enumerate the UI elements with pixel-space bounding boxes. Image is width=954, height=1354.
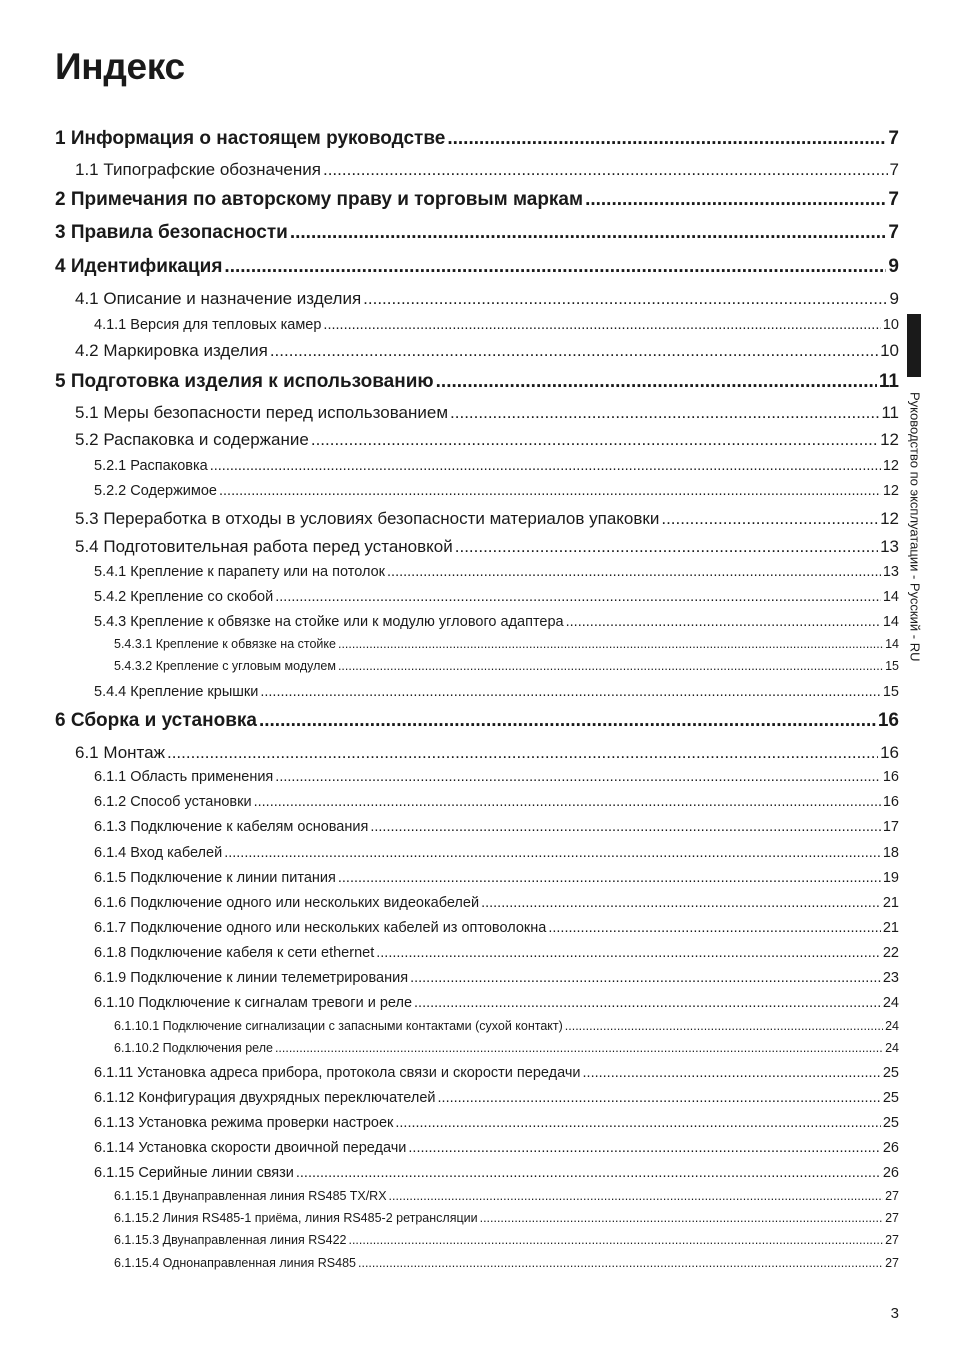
toc-entry-level-4[interactable] [114,637,899,651]
toc-entry-level-3[interactable] [94,1065,899,1081]
toc-entry-page: 12 [882,483,899,499]
toc-entry-title: 5.4.4 Крепление крышки [94,684,259,700]
toc-entry-title: 3 Правила безопасности [55,222,288,243]
side-tab-marker [907,314,921,377]
dot-leader [219,483,881,499]
dot-leader [311,430,878,450]
toc-entry-title: 6.1.3 Подключение к кабелям основания [94,819,369,835]
toc-entry-title: 6.1.15.4 Однонаправленная линия RS485 [114,1256,356,1270]
toc-entry-level-3[interactable] [94,945,899,961]
toc-entry-page: 12 [880,430,899,449]
toc-entry-page: 16 [877,710,899,731]
toc-entry-level-3[interactable] [94,483,899,499]
toc-entry-level-2[interactable] [75,509,899,529]
toc-entry-title: 1 Информация о настоящем руководстве [55,128,446,149]
toc-entry-title: 6.1.9 Подключение к линии телеметрирования [94,970,409,986]
toc-entry-level-1[interactable] [55,189,899,211]
toc-entry-level-2[interactable] [75,403,899,423]
dot-leader [450,403,879,423]
toc-entry-level-4[interactable] [114,1233,899,1247]
toc-entry-page: 22 [882,945,899,961]
toc-entry-title: 6.1.12 Конфигурация двухрядных переключателей [94,1090,436,1106]
dot-leader [376,945,881,961]
toc-entry-level-2[interactable] [75,537,899,557]
toc-entry-page: 13 [882,564,899,580]
dot-leader [358,1256,883,1270]
dot-leader [389,1189,884,1203]
toc-entry-level-2[interactable] [75,743,899,763]
dot-leader [481,895,881,911]
toc-entry-page: 27 [885,1233,899,1247]
toc-entry-level-3[interactable] [94,870,899,886]
toc-entry-page: 26 [882,1165,899,1181]
dot-leader [338,659,883,673]
dot-leader [438,1090,881,1106]
dot-leader [323,160,888,180]
toc-entry-level-3[interactable] [94,845,899,861]
dot-leader [447,128,886,150]
toc-entry-level-3[interactable] [94,970,899,986]
toc-entry-page: 16 [882,769,899,785]
toc-entry-level-2[interactable] [75,289,899,309]
toc-entry-level-2[interactable] [75,430,899,450]
toc-entry-page: 14 [885,637,899,651]
toc-entry-page: 9 [888,256,899,277]
toc-entry-level-3[interactable] [94,458,899,474]
toc-entry-page: 11 [881,403,899,422]
toc-entry-title: 5.4 Подготовительная работа перед установкой [75,537,453,556]
dot-leader [436,371,877,393]
dot-leader [275,1041,883,1055]
toc-entry-title: 5.4.3.1 Крепление к обвязке на стойке [114,637,336,651]
toc-entry-title: 6.1.8 Подключение кабеля к сети ethernet [94,945,375,961]
toc-entry-page: 24 [882,995,899,1011]
toc-entry-page: 23 [882,970,899,986]
toc-entry-level-3[interactable] [94,769,899,785]
toc-entry-page: 21 [882,920,899,936]
toc-entry-title: 1.1 Типографские обозначения [75,160,321,179]
toc-entry-title: 5.4.3.2 Крепление с угловым модулем [114,659,336,673]
toc-entry-title: 6.1.15 Серийные линии связи [94,1165,294,1181]
toc-entry-level-3[interactable] [94,1165,899,1181]
dot-leader [224,845,881,861]
dot-leader [210,458,881,474]
toc-entry-page: 7 [888,189,899,210]
toc-entry-page: 14 [882,614,899,630]
dot-leader [585,189,886,211]
toc-entry-level-3[interactable] [94,564,899,580]
dot-leader [395,1115,881,1131]
toc-entry-level-1[interactable] [55,128,899,150]
toc-entry-title: 5.4.1 Крепление к парапету или на потолок [94,564,386,580]
toc-entry-page: 27 [885,1211,899,1225]
toc-entry-title: 4.1 Описание и назначение изделия [75,289,362,308]
toc-entry-page: 11 [878,371,899,392]
dot-leader [548,920,881,936]
toc-entry-title: 5.4.2 Крепление со скобой [94,589,274,605]
toc-entry-page: 14 [882,589,899,605]
toc-entry-page: 10 [882,317,899,333]
dot-leader [348,1233,883,1247]
toc-entry-title: 6.1.6 Подключение одного или нескольких видеокабелей [94,895,480,911]
toc-entry-title: 6.1.11 Установка адреса прибора, протокола связи и скорости передачи [94,1065,581,1081]
toc-entry-title: 6.1.2 Способ установки [94,794,252,810]
page-title: Индекс [55,46,185,87]
toc-entry-page: 24 [885,1041,899,1055]
toc-entry-level-1[interactable] [55,710,899,732]
dot-leader [408,1140,880,1156]
toc-entry-page: 7 [888,128,899,149]
toc-entry-level-3[interactable] [94,995,899,1011]
toc-entry-title: 5 Подготовка изделия к использованию [55,371,434,392]
toc-entry-page: 16 [882,794,899,810]
toc-entry-title: 6.1.14 Установка скорости двоичной передачи [94,1140,407,1156]
toc-entry-page: 15 [885,659,899,673]
toc-entry-level-4[interactable] [114,1019,899,1033]
dot-leader [565,1019,883,1033]
toc-entry-page: 25 [882,1090,899,1106]
toc-entry-page: 25 [882,1065,899,1081]
toc-entry-title: 5.3 Переработка в отходы в условиях безопасности материалов упаковки [75,509,660,528]
toc-entry-level-3[interactable] [94,895,899,911]
toc-entry-title: 6.1.5 Подключение к линии питания [94,870,336,886]
toc-entry-page: 26 [882,1140,899,1156]
dot-leader [566,614,881,630]
toc-entry-title: 4 Идентификация [55,256,223,277]
dot-leader [661,509,878,529]
toc-entry-page: 10 [880,341,899,360]
dot-leader [387,564,881,580]
dot-leader [290,222,887,244]
toc-entry-level-3[interactable] [94,684,899,700]
dot-leader [296,1165,881,1181]
dot-leader [224,256,886,278]
toc-entry-title: 6.1.15.1 Двунаправленная линия RS485 TX/RX [114,1189,387,1203]
toc-entry-title: 5.1 Меры безопасности перед использованием [75,403,449,422]
dot-leader [370,819,881,835]
toc-entry-title: 6.1.1 Область применения [94,769,274,785]
toc-entry-title: 4.1.1 Версия для тепловых камер [94,317,322,333]
toc-entry-level-3[interactable] [94,317,899,333]
toc-entry-page: 7 [889,160,899,179]
dot-leader [254,794,881,810]
dot-leader [338,870,881,886]
toc-entry-page: 13 [880,537,899,556]
dot-leader [270,341,878,361]
toc-entry-page: 27 [885,1256,899,1270]
toc-entry-title: 5.4.3 Крепление к обвязке на стойке или к модулю углового адаптера [94,614,564,630]
dot-leader [275,589,881,605]
toc-entry-page: 16 [880,743,899,762]
toc-entry-level-4[interactable] [114,1211,899,1225]
toc-entry-title: 6.1.10.2 Подключения реле [114,1041,273,1055]
toc-entry-level-2[interactable] [75,341,899,361]
toc-entry-level-4[interactable] [114,1256,899,1270]
dot-leader [259,710,876,732]
toc-entry-title: 6.1.13 Установка режима проверки настроек [94,1115,394,1131]
dot-leader [275,769,881,785]
dot-leader [410,970,881,986]
toc-entry-level-4[interactable] [114,1189,899,1203]
toc-entry-title: 6 Сборка и установка [55,710,257,731]
toc-entry-title: 5.2.2 Содержимое [94,483,217,499]
dot-leader [323,317,880,333]
toc-entry-level-3[interactable] [94,614,899,630]
toc-entry-page: 12 [880,509,899,528]
toc-entry-title: 6.1.15.2 Линия RS485-1 приёма, линия RS485-2 ретрансляции [114,1211,478,1225]
toc-entry-title: 5.2.1 Распаковка [94,458,208,474]
toc-entry-page: 9 [889,289,899,308]
toc-entry-title: 5.2 Распаковка и содержание [75,430,309,449]
toc-entry-page: 24 [885,1019,899,1033]
toc-entry-level-3[interactable] [94,1090,899,1106]
toc-entry-level-3[interactable] [94,794,899,810]
toc-entry-level-1[interactable] [55,371,899,393]
toc-entry-title: 6.1 Монтаж [75,743,165,762]
toc-entry-page: 15 [882,684,899,700]
toc-entry-page: 25 [882,1115,899,1131]
toc-entry-title: 4.2 Маркировка изделия [75,341,268,360]
toc-entry-title: 6.1.7 Подключение одного или нескольких кабелей из оптоволокна [94,920,547,936]
toc-entry-title: 6.1.4 Вход кабелей [94,845,223,861]
toc-entry-page: 27 [885,1189,899,1203]
toc-entry-level-4[interactable] [114,659,899,673]
toc-entry-title: 2 Примечания по авторскому праву и торговым маркам [55,189,584,210]
toc-entry-level-3[interactable] [94,1140,899,1156]
toc-entry-page: 19 [882,870,899,886]
dot-leader [363,289,887,309]
page-number: 3 [890,1305,899,1322]
toc-entry-title: 6.1.10 Подключение к сигналам тревоги и реле [94,995,413,1011]
toc-entry-level-3[interactable] [94,819,899,835]
toc-entry-level-4[interactable] [114,1041,899,1055]
toc-entry-title: 6.1.10.1 Подключение сигнализации с запасными контактами (сухой контакт) [114,1019,563,1033]
toc-entry-level-3[interactable] [94,589,899,605]
toc-entry-page: 12 [882,458,899,474]
toc-entry-level-1[interactable] [55,222,899,244]
dot-leader [338,637,883,651]
toc-entry-level-3[interactable] [94,920,899,936]
dot-leader [260,684,881,700]
dot-leader [583,1065,881,1081]
toc-entry-page: 21 [882,895,899,911]
toc-entry-level-1[interactable] [55,256,899,278]
toc-entry-level-3[interactable] [94,1115,899,1131]
side-label: Руководство по эксплуатации - Русский - RU [907,392,923,662]
toc-entry-page: 18 [882,845,899,861]
toc-entry-page: 17 [882,819,899,835]
toc-entry-page: 7 [888,222,899,243]
dot-leader [414,995,881,1011]
toc-entry-level-2[interactable] [75,160,899,180]
dot-leader [455,537,878,557]
dot-leader [480,1211,884,1225]
dot-leader [167,743,878,763]
toc-entry-title: 6.1.15.3 Двунаправленная линия RS422 [114,1233,347,1247]
